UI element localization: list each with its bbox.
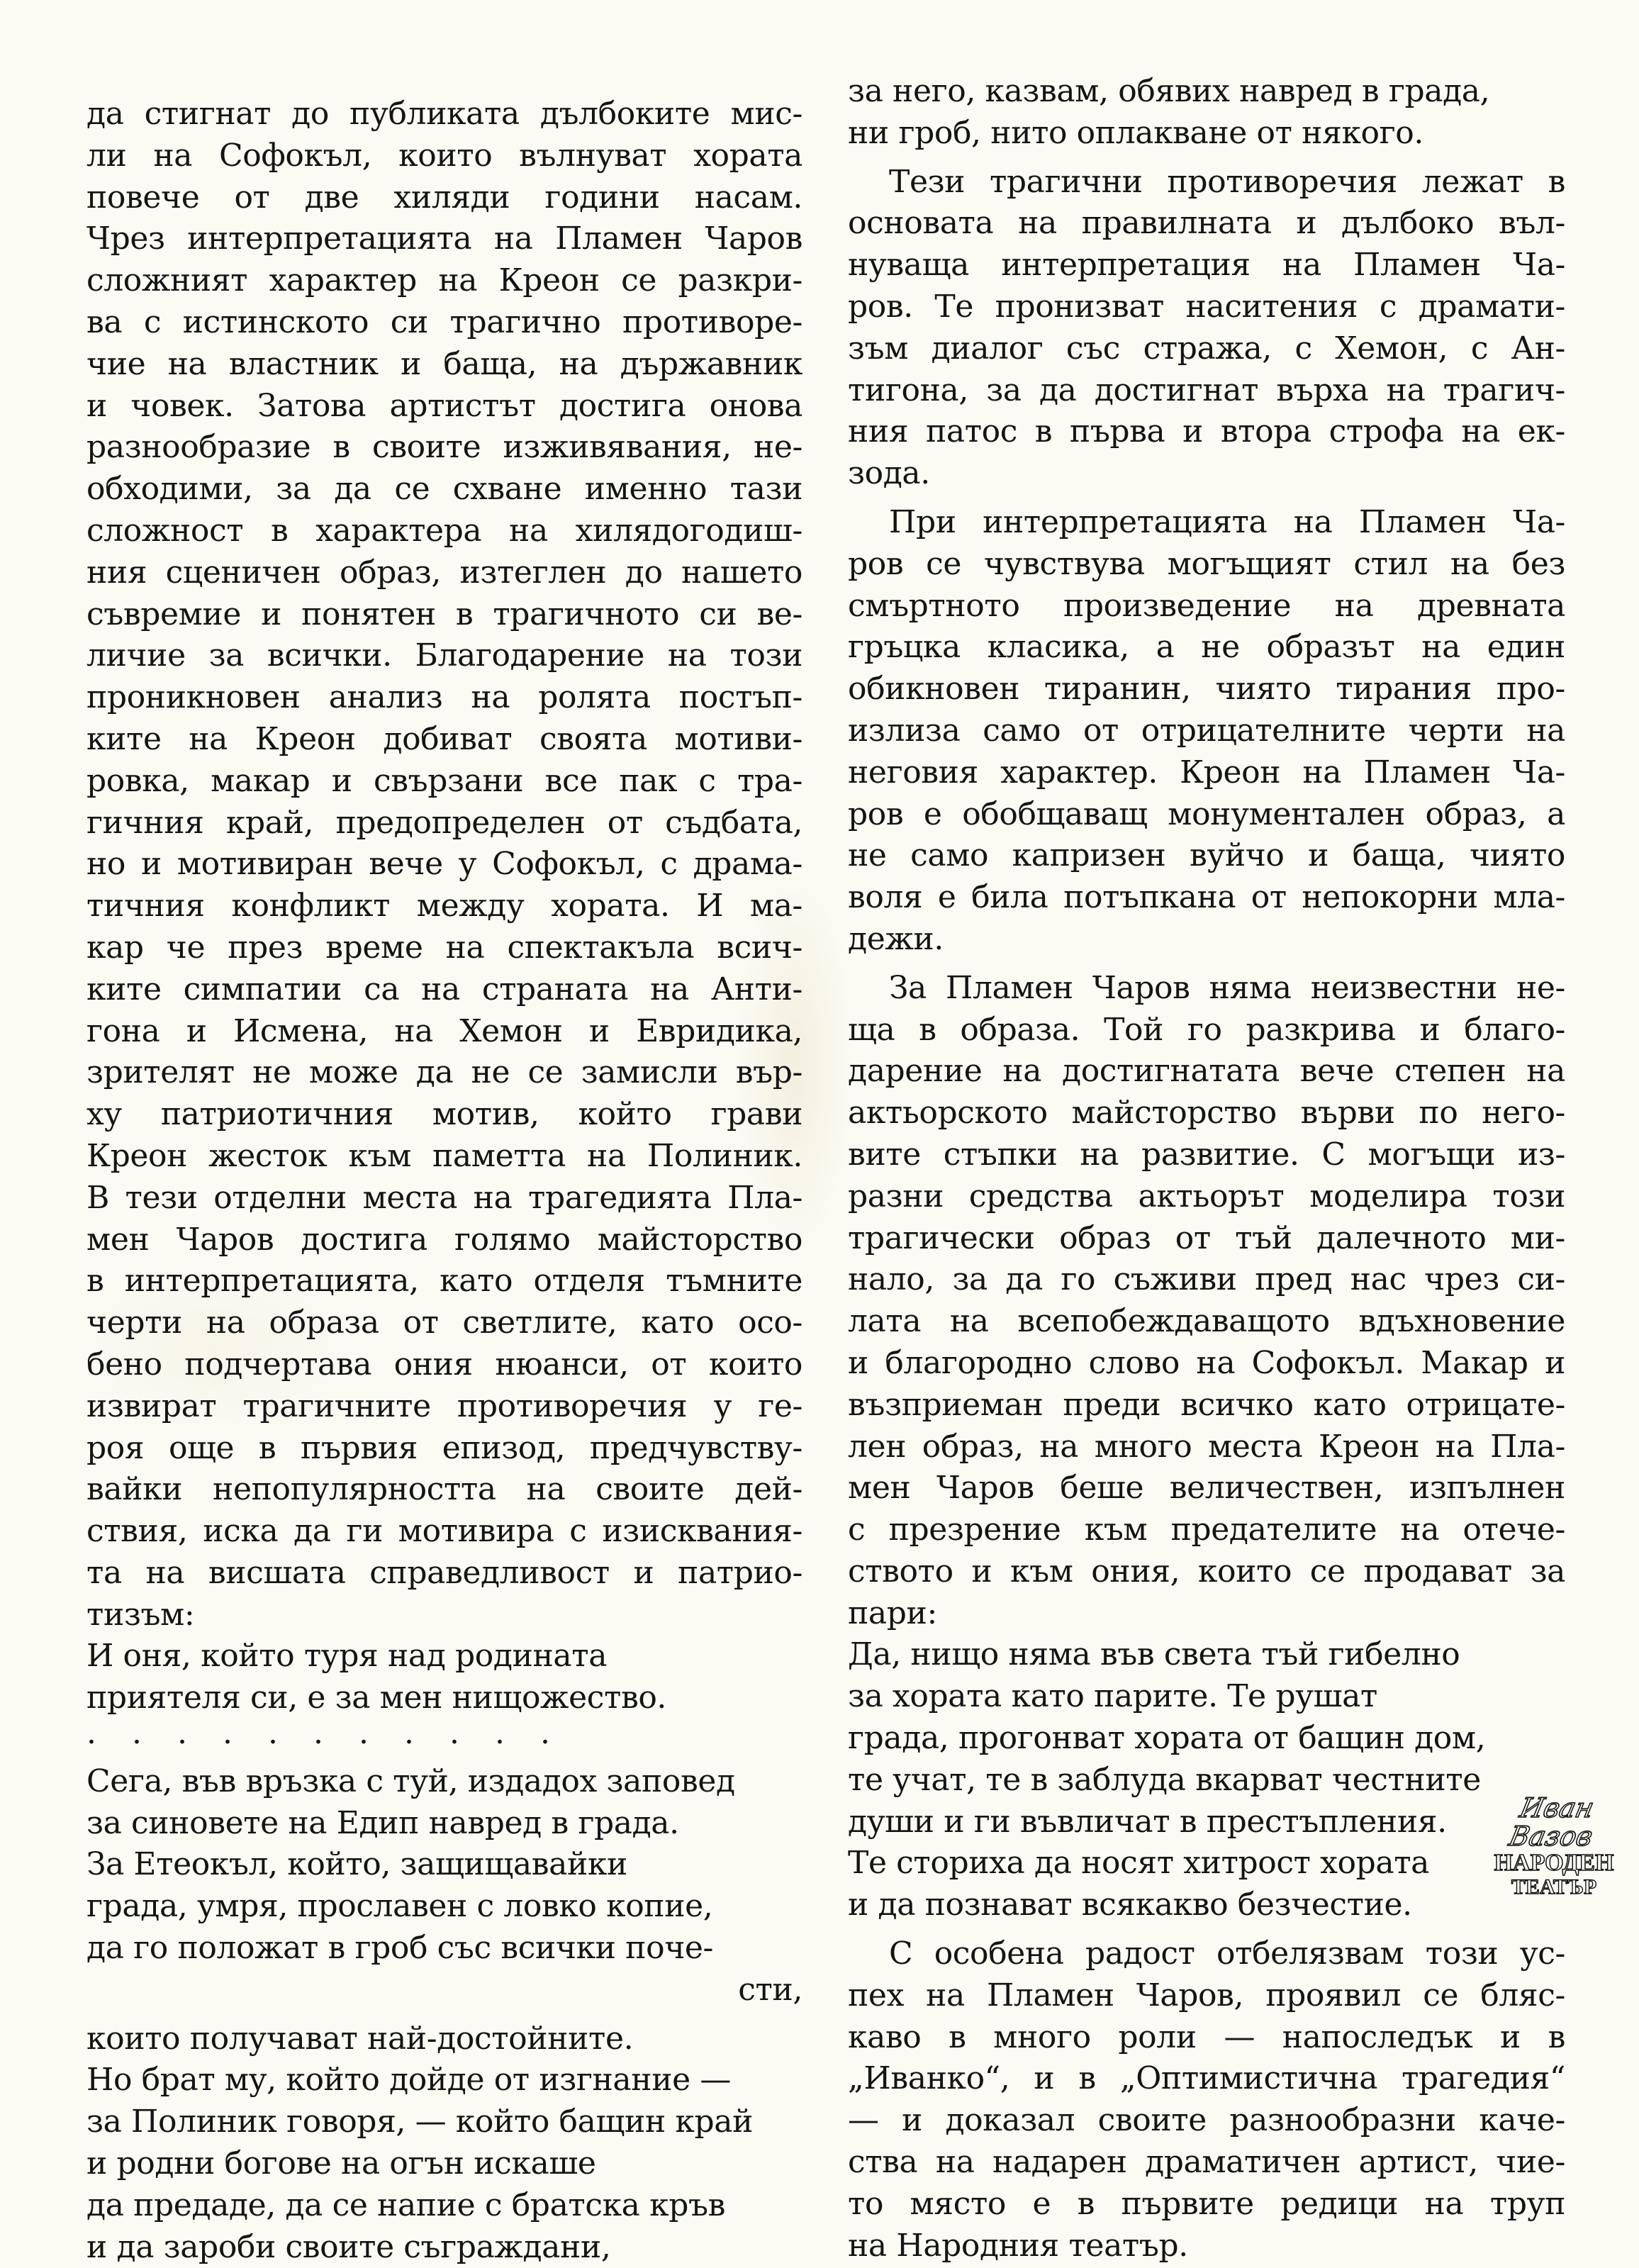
paragraph-line: При интерпретацията на Пламен Ча- <box>889 503 1565 540</box>
paragraph-line: с презрение към предателите на отече- <box>848 1512 1565 1548</box>
paragraph-line: извират трагичните противоречия у ге- <box>86 1387 802 1424</box>
paragraph-line: и благородно слово на Софокъл. Макар и <box>848 1344 1565 1381</box>
verse-line: Но брат му, който дойде от изгнание — <box>86 2062 731 2099</box>
verse-line: Да, нищо няма във света тъй гибелно <box>848 1636 1460 1673</box>
paragraph-line: тичния конфликт между хората. И ма- <box>86 888 802 924</box>
paragraph-line: ровка, макар и свързани все пак с тра- <box>86 762 802 799</box>
paragraph-line: да стигнат до публиката дълбоките мис- <box>86 96 802 132</box>
paragraph-line: Креон жесток към паметта на Полиник. <box>86 1137 802 1174</box>
paragraph-line: пех на Пламен Чаров, проявил се бляс- <box>848 1977 1565 2013</box>
ellipsis-dot: . <box>177 1715 187 1752</box>
paragraph-line: Тези трагични противоречия лежат в <box>889 163 1565 200</box>
paragraph-line: С особена радост отбелязвам този ус- <box>889 1935 1565 1972</box>
paragraph-line: воля е била потъпкана от непокорни мла- <box>848 879 1565 916</box>
paragraph-line: разнообразие в своите изживявания, не- <box>86 429 802 466</box>
ellipsis-dot: . <box>359 1715 369 1752</box>
paragraph-line: — и доказал своите разнообразни каче- <box>848 2102 1565 2139</box>
verse-line: града, умря, прославен с ловко копие, <box>86 1888 713 1925</box>
paragraph-line: ствия, иска да ги мотивира с изисквания- <box>86 1513 802 1550</box>
paragraph-line: кар че през време на спектакъла всич- <box>86 929 802 966</box>
verse-line: души и ги въвличат в престъпления. <box>848 1803 1447 1840</box>
paragraph-line: та на висшата справедливост и патрио- <box>86 1554 802 1591</box>
paragraph-line: дарение на достигнатата вече степен на <box>848 1053 1565 1090</box>
ellipsis-dot: . <box>404 1715 414 1752</box>
verse-line: за хората като парите. Те рушат <box>848 1678 1377 1715</box>
paragraph-line: сложност в характера на хилядогодиш- <box>86 512 802 549</box>
verse-line: за Полиник говоря, — който бащин край <box>86 2104 754 2140</box>
verse-line: Сега, във връзка с туй, издадох заповед <box>86 1763 735 1799</box>
paragraph-line: лен образ, на много места Креон на Пла- <box>848 1428 1565 1465</box>
paragraph-line: В тези отделни места на трагедията Пла- <box>86 1179 802 1216</box>
verse-line: града, прогонват хората от бащин дом, <box>848 1720 1486 1757</box>
ellipsis-dot: . <box>223 1715 233 1752</box>
paragraph-line: дежи. <box>848 920 944 957</box>
verse-line: Те сториха да носят хитрост хората <box>848 1845 1430 1882</box>
paragraph-line: зрителят не може да не се замисли вър- <box>86 1054 802 1091</box>
paragraph-line: гичния край, предопределен от съдбата, <box>86 804 802 841</box>
paragraph-line: черти на образа от светлите, като осо- <box>86 1305 802 1341</box>
paragraph-line: лата на всепобеждаващото вдъхновение <box>848 1303 1565 1340</box>
paragraph-line: излиза само от отрицателните черти на <box>848 712 1565 749</box>
paragraph-line: ките на Креон добиват своята мотиви- <box>86 720 802 757</box>
paragraph-line: ния сценичен образ, изтеглен до нашето <box>86 554 802 591</box>
ellipsis-dot: . <box>132 1715 142 1752</box>
logo-name: НАРОДЕН <box>1494 1850 1614 1876</box>
ellipsis-dot: . <box>540 1715 550 1752</box>
paragraph-line: личие за всички. Благодарение на този <box>86 637 802 674</box>
paragraph-line: бено подчертава ония нюанси, от които <box>86 1346 802 1382</box>
verse-line: за него, казвам, обявих навред в града, <box>848 73 1490 109</box>
paragraph-line: мен Чаров достига голямо майсторство <box>86 1221 802 1258</box>
paragraph-line: ров се чувствува могъщият стил на без <box>848 545 1565 582</box>
verse-line: приятеля си, е за мен нищожество. <box>86 1680 667 1716</box>
ellipsis-dot: . <box>268 1715 278 1752</box>
paragraph-line: ките симпатии са на страната на Анти- <box>86 971 802 1007</box>
paragraph-line: ства на надарен драматичен артист, чие- <box>848 2144 1565 2181</box>
paragraph-line: ща в образа. Той го разкрива и благо- <box>848 1011 1565 1048</box>
paragraph-line: ния патос в първа и втора строфа на ек- <box>848 413 1565 450</box>
verse-line: за синовете на Едип навред в града. <box>86 1804 679 1841</box>
paragraph-line: ва с истинското си трагично противоре- <box>86 303 802 340</box>
paragraph-line: ров е обобщаващ монументален образ, а <box>848 795 1565 832</box>
paragraph-line: съвремие и понятен в трагичното си ве- <box>86 596 802 632</box>
ellipsis-dot: . <box>449 1715 459 1752</box>
verse-line: и да познават всякакво безчестие. <box>848 1887 1412 1923</box>
paragraph-line: тизъм: <box>86 1596 195 1633</box>
right-column <box>848 71 1565 2267</box>
paragraph-line: основата на правилната и дълбоко въл- <box>848 205 1565 242</box>
paragraph-line: обходими, за да се схване именно тази <box>86 471 802 508</box>
paragraph-line: вайки непопулярността на своите дей- <box>86 1471 802 1508</box>
paragraph-line: в интерпретацията, като отделя тъмните <box>86 1263 802 1300</box>
paragraph-line: мен Чаров беше величествен, изпълнен <box>848 1470 1565 1507</box>
verse-wrap-line: сти, <box>738 1971 802 2008</box>
national-theatre-logo <box>1483 1792 1625 1899</box>
paragraph-line: проникновен анализ на ролята постъп- <box>86 679 802 716</box>
paragraph-line: то място е в първите редици на труп <box>848 2185 1565 2222</box>
paragraph-line: вите стъпки на развитие. С могъщи из- <box>848 1136 1565 1173</box>
paragraph-line: актьорското майсторство върви по него- <box>848 1095 1565 1132</box>
ellipsis-dot: . <box>86 1715 96 1752</box>
verse-line: които получават най-достойните. <box>86 2020 634 2057</box>
paragraph-line: смъртното произведение на древната <box>848 587 1565 624</box>
paragraph-line: тигона, за да достигнат върха на трагич- <box>848 372 1565 408</box>
paragraph-line: нуваща интерпретация на Пламен Ча- <box>848 247 1565 284</box>
ellipsis-dots <box>86 1715 802 1761</box>
paragraph-line: гона и Исмена, на Хемон и Евридика, <box>86 1012 802 1049</box>
paragraph-line: роя още в първия епизод, предчувству- <box>86 1429 802 1466</box>
paragraph-line: възприеман преди всичко като отрицате- <box>848 1386 1565 1423</box>
paragraph-line: повече от две хиляди години насам. <box>86 179 802 216</box>
paragraph-line: не само капризен вуйчо и баща, чиято <box>848 837 1565 874</box>
verse-line: ни гроб, нито оплакване от някого. <box>848 114 1423 151</box>
paragraph-line: и човек. Затова артистът достига онова <box>86 387 802 424</box>
verse-line: те учат, те в заблуда вкарват честните <box>848 1761 1481 1798</box>
ellipsis-dot: . <box>495 1715 505 1752</box>
verse-line: да го положат в гроб със всички поче- <box>86 1930 713 1967</box>
paragraph-line: но и мотивиран вече у Софокъл, с драма- <box>86 846 802 883</box>
paragraph-line: ху патриотичния мотив, който грави <box>86 1096 802 1133</box>
paragraph-line: обикновен тиранин, чиято тирания про- <box>848 671 1565 708</box>
paragraph-line: неговия характер. Креон на Пламен Ча- <box>848 754 1565 791</box>
left-column <box>86 94 802 2268</box>
verse-line: да предаде, да се напие с братска кръв <box>86 2186 725 2223</box>
paragraph-line: на Народния театър. <box>848 2227 1188 2264</box>
verse-line: и да зароби своите съграждани, <box>86 2228 611 2265</box>
paragraph-line: Чрез интерпретацията на Пламен Чаров <box>86 220 802 257</box>
logo-sub: ТЕАТЪР <box>1511 1875 1597 1899</box>
paragraph-line: За Пламен Чаров няма неизвестни не- <box>889 969 1565 1006</box>
paragraph-line: чие на властник и баща, на държавник <box>86 345 802 382</box>
paragraph-line: „Иванко“, и в „Оптимистична трагедия“ <box>848 2060 1565 2097</box>
paragraph-line: разни средства актьорът моделира този <box>848 1178 1565 1214</box>
ellipsis-dot: . <box>313 1715 323 1752</box>
logo-script-signature: Иван Вазов <box>1506 1792 1597 1852</box>
paragraph-line: ли на Софокъл, които вълнуват хората <box>86 137 802 174</box>
verse-line: За Етеокъл, който, защищавайки <box>86 1846 627 1883</box>
paragraph-line: трагически образ от тъй далечното ми- <box>848 1219 1565 1256</box>
verse-line: И оня, който туря над родината <box>86 1638 608 1675</box>
paragraph-line: нало, за да го съживи пред нас чрез си- <box>848 1261 1565 1298</box>
paragraph-line: каво в много роли — напоследък и в <box>848 2018 1565 2055</box>
paragraph-line: ров. Те пронизват наситения с драмати- <box>848 288 1565 325</box>
paragraph-line: сложният характер на Креон се разкри- <box>86 262 802 299</box>
verse-line: и родни богове на огън искаше <box>86 2145 596 2182</box>
paragraph-line: зода. <box>848 455 930 492</box>
paragraph-line: пари: <box>848 1594 937 1631</box>
paragraph-line: гръцка класика, а не образът на един <box>848 629 1565 666</box>
paragraph-line: зъм диалог със стража, с Хемон, с Ан- <box>848 330 1565 367</box>
paragraph-line: ството и към ония, които се продават за <box>848 1553 1565 1590</box>
